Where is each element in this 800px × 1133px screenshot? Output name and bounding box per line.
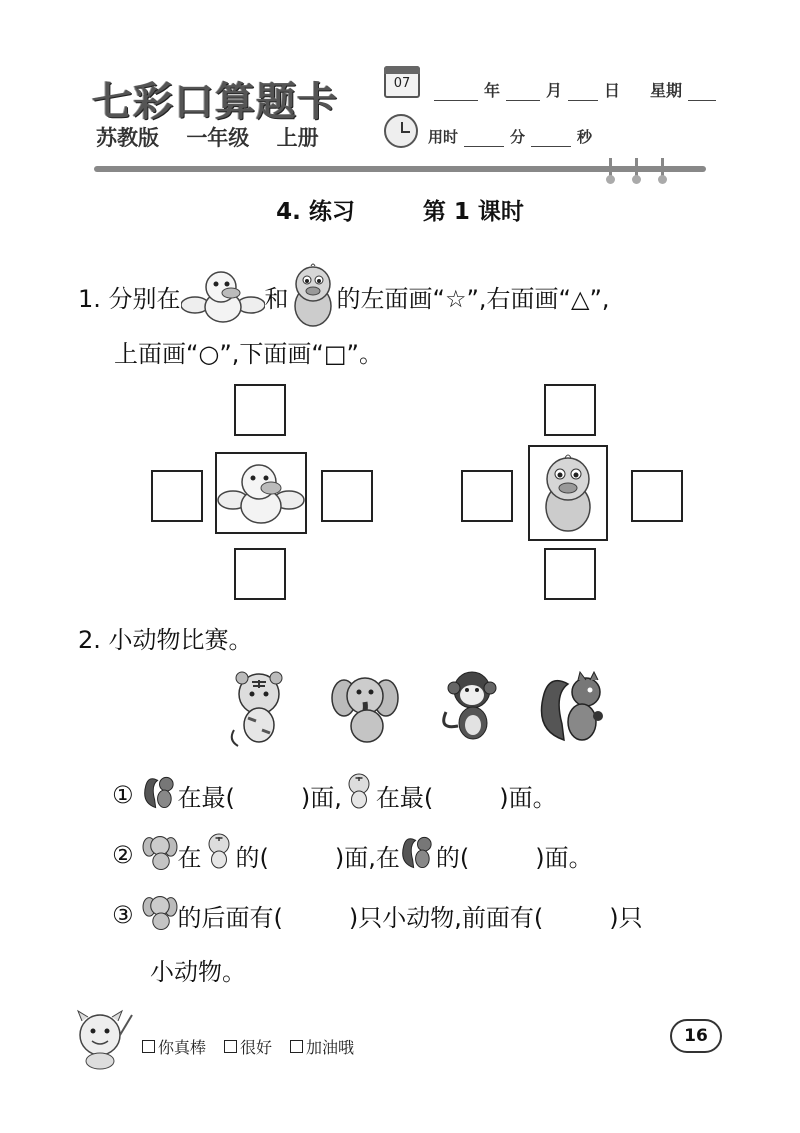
year-blank[interactable] [434,83,478,101]
edition-line [96,122,339,152]
volume-label: 上册 [276,126,319,150]
q2-item-2 [112,832,593,878]
year-label: 年 [484,81,501,100]
chick-icon [289,262,337,338]
seconds-blank[interactable] [531,129,571,147]
weekday-blank[interactable] [688,83,716,101]
seconds-label: 秒 [577,128,593,146]
checkbox[interactable] [142,1040,155,1053]
rating-label: 你真棒 [158,1038,207,1057]
squirrel-icon [142,772,178,818]
item-text: 在 [177,843,202,872]
duckling-frame [215,452,307,534]
q1-connector: 和 [264,285,289,313]
answer-blank[interactable] [275,846,329,864]
publisher-label: 苏教版 [96,126,159,150]
rating-label: 很好 [240,1038,273,1057]
elephant-icon [142,832,178,878]
item-text: 的后面有( [177,903,283,932]
calendar-icon [384,66,420,98]
elephant-icon [142,892,178,938]
item-text: )面。 [499,783,557,812]
clock-icon [384,114,418,148]
item-text: 的( [435,843,470,872]
chick-frame [528,445,608,541]
binder-pin [635,158,638,180]
answer-blank[interactable] [439,786,493,804]
header-rule [94,166,706,172]
month-label: 月 [546,81,563,100]
minutes-blank[interactable] [464,129,504,147]
month-blank[interactable] [506,83,540,101]
item-marker: ③ [112,901,134,929]
squirrel-icon [536,670,610,746]
binder-pin [609,158,612,180]
answer-box-left[interactable] [151,470,203,522]
answer-blank[interactable] [549,906,603,924]
tiger-icon [226,670,292,750]
q1-text-a: 分别在 [108,285,181,313]
day-blank[interactable] [568,83,598,101]
rating-checklist [142,1035,354,1058]
binder-pin [661,158,664,180]
answer-blank[interactable] [289,906,343,924]
date-line [428,78,722,101]
answer-box-right[interactable] [321,470,373,522]
q1-number: 1. [78,285,101,313]
item-marker: ① [112,781,134,809]
item-marker: ② [112,841,134,869]
answer-box-left[interactable] [461,470,513,522]
lesson-section: 4. 练习 [276,199,355,225]
answer-box-below[interactable] [234,548,286,600]
brand-title: 七彩口算题卡 [92,78,338,125]
tiger-icon [342,772,376,818]
q2-item-3-line2: 小动物。 [150,958,246,986]
time-line [428,126,592,147]
mascot-icon [70,1005,136,1071]
page-number: 16 [670,1019,722,1053]
item-text: )面, [300,783,342,812]
lesson-period: 第 1 课时 [422,199,524,225]
day-label: 日 [604,81,621,100]
rating-label: 加油哦 [306,1038,355,1057]
answer-box-above[interactable] [544,384,596,436]
item-text: )只小动物,前面有( [348,903,544,932]
rating-option[interactable] [142,1035,206,1058]
lesson-title [0,193,800,226]
q2-item-1 [112,772,557,818]
chick-icon [530,447,606,539]
item-text: 在最( [177,783,235,812]
minutes-label: 分 [510,128,526,146]
item-text: )只 [609,903,643,932]
monkey-icon [436,668,502,746]
q2-heading [78,620,253,655]
tiger-icon [202,832,236,878]
checkbox[interactable] [290,1040,303,1053]
q1-text-b: 的左面画“☆”,右面画“△”, [336,285,610,313]
calendar-number: 07 [393,76,411,91]
duckling-icon [181,269,265,331]
q2-title: 小动物比赛。 [108,626,253,654]
answer-blank[interactable] [241,786,295,804]
item-text: 在最( [375,783,434,812]
item-text: )面。 [535,843,593,872]
elephant-icon [330,670,400,746]
answer-box-right[interactable] [631,470,683,522]
rating-option[interactable] [290,1035,354,1058]
grade-label: 一年级 [186,126,250,150]
q1-line1 [78,262,610,338]
q2-number: 2. [78,626,101,654]
answer-blank[interactable] [475,846,529,864]
q2-item-3 [112,892,643,938]
q1-line2: 上面画“○”,下面画“□”。 [114,340,383,368]
time-label: 用时 [428,128,459,146]
item-text: )面,在 [334,843,400,872]
squirrel-icon [400,832,436,878]
weekday-label: 星期 [650,81,683,100]
answer-box-below[interactable] [544,548,596,600]
duckling-icon [217,454,305,532]
rating-option[interactable] [224,1035,272,1058]
item-text: 的( [235,843,269,872]
checkbox[interactable] [224,1040,237,1053]
answer-box-above[interactable] [234,384,286,436]
